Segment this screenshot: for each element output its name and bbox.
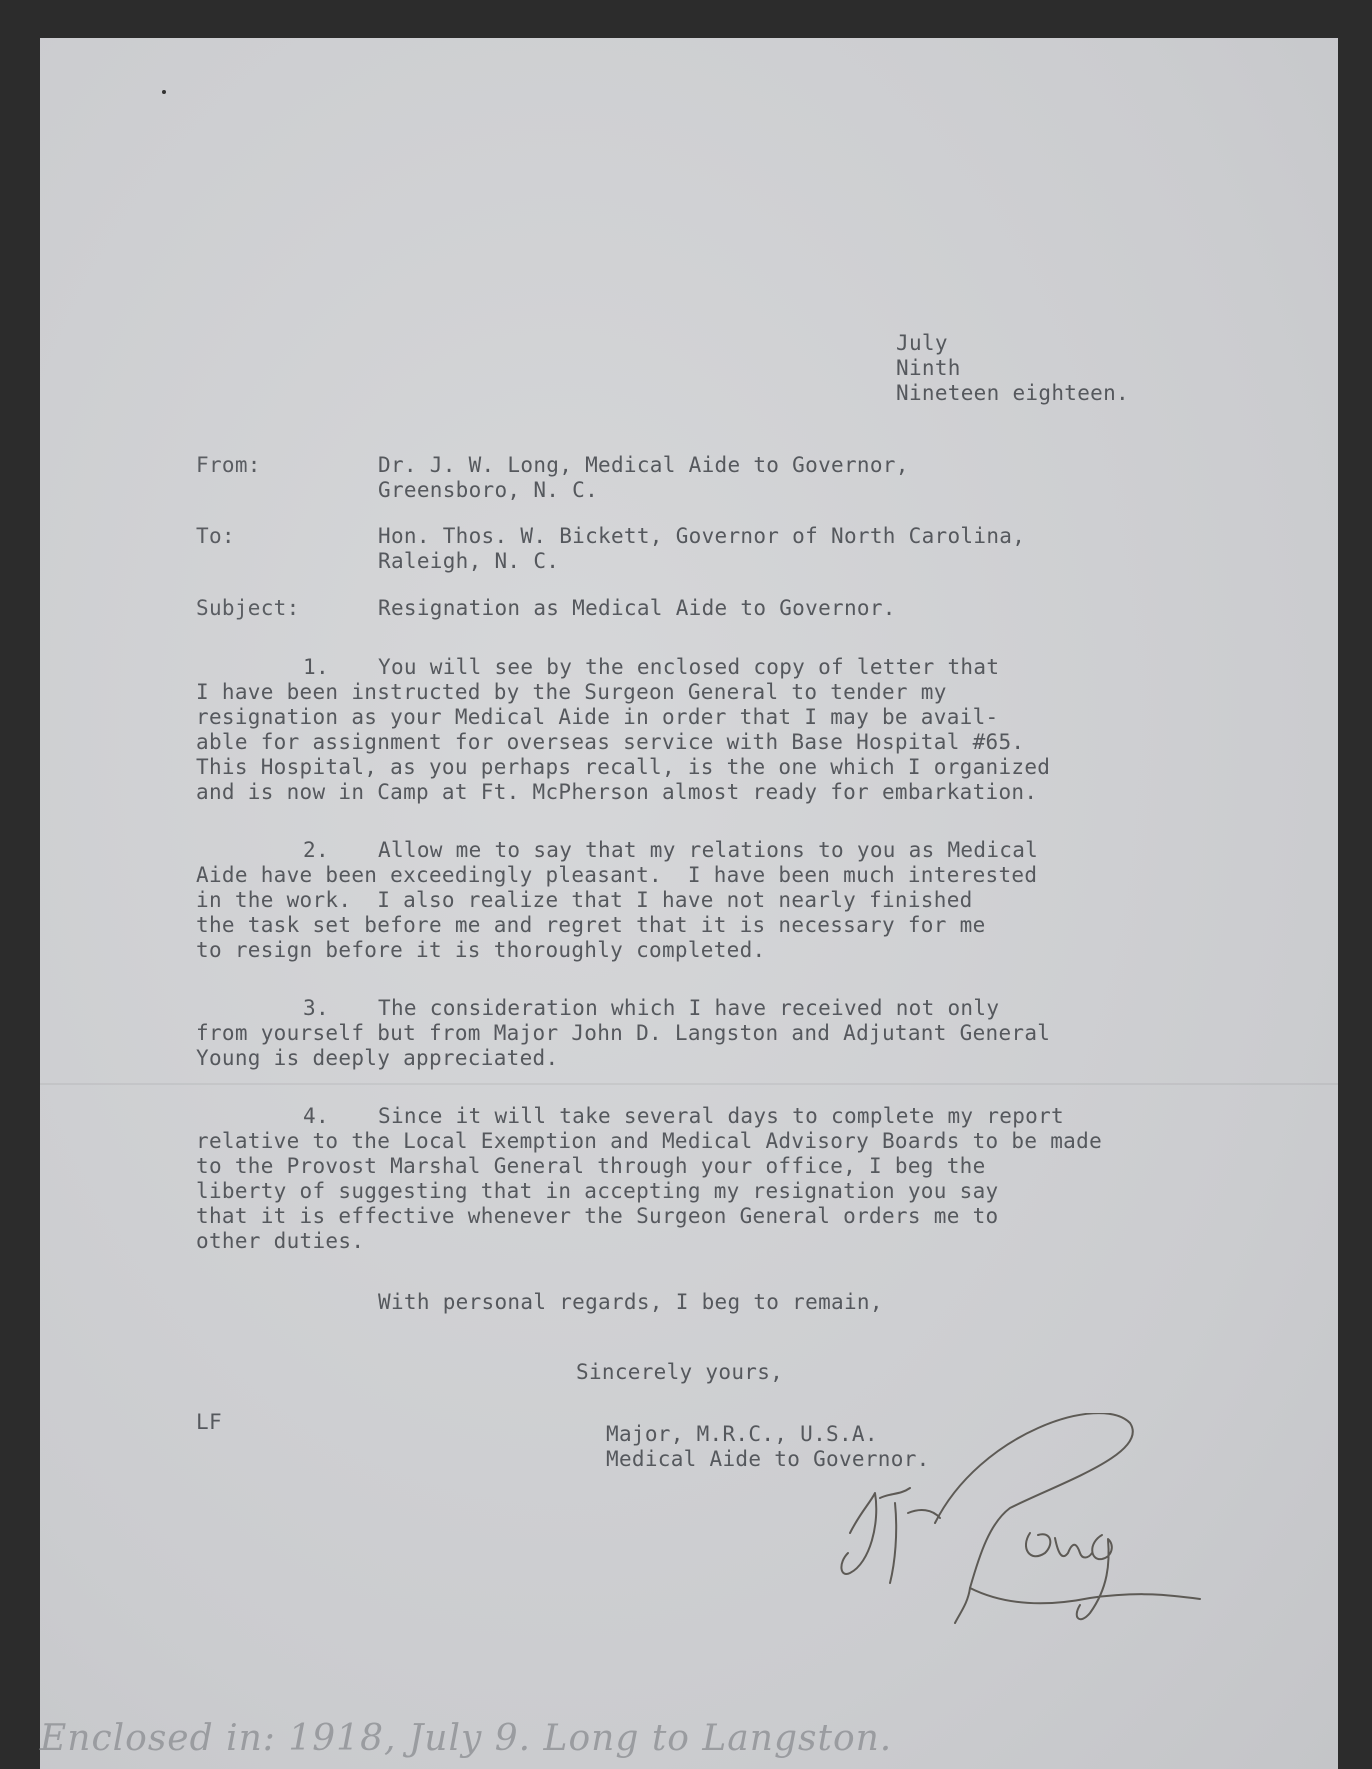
paragraph-1-line: I have been instructed by the Surgeon General to tender my (196, 680, 947, 704)
closing-sincerely: Sincerely yours, (576, 1360, 784, 1384)
paragraph-3-line: The consideration which I have received not only (378, 996, 1000, 1020)
from-label: From: (196, 453, 261, 477)
paragraph-3-line: from yourself but from Major John D. Langston and Adjutant General (196, 1021, 1051, 1045)
from-line-2: Greensboro, N. C. (378, 478, 599, 502)
paragraph-2-line: to resign before it is thoroughly completed. (196, 938, 766, 962)
paragraph-4-number: 4. (303, 1104, 329, 1128)
subject-text: Resignation as Medical Aide to Governor. (378, 596, 896, 620)
paragraph-1-line: You will see by the enclosed copy of letter that (378, 655, 1000, 679)
paragraph-2-line: the task set before me and regret that it is necessary for me (196, 913, 986, 937)
letter-page (40, 38, 1338, 1769)
paragraph-2-line: in the work. I also realize that I have not nearly finished (196, 888, 973, 912)
paragraph-4-line: that it is effective whenever the Surgeon General orders me to (196, 1204, 999, 1228)
typist-initials: LF (196, 1410, 222, 1434)
paragraph-3-number: 3. (303, 996, 329, 1020)
paragraph-4-line: liberty of suggesting that in accepting my resignation you say (196, 1179, 999, 1203)
paragraph-1-line: resignation as your Medical Aide in order that I may be avail- (196, 705, 999, 729)
to-line-2: Raleigh, N. C. (378, 549, 560, 573)
paragraph-3-line: Young is deeply appreciated. (196, 1046, 559, 1070)
handwritten-signature (840, 1413, 1230, 1643)
to-label: To: (196, 524, 235, 548)
date-day: Ninth (896, 356, 961, 380)
to-line-1: Hon. Thos. W. Bickett, Governor of North Carolina, (378, 524, 1026, 548)
signer-title: Medical Aide to Governor. (606, 1447, 930, 1471)
paragraph-1-line: and is now in Camp at Ft. McPherson almost ready for embarkation. (196, 780, 1038, 804)
signer-rank: Major, M.R.C., U.S.A. (606, 1422, 878, 1446)
speck (162, 90, 166, 94)
archival-pencil-note: Enclosed in: 1918, July 9. Long to Langston. (40, 1718, 893, 1759)
closing-regards: With personal regards, I beg to remain, (378, 1290, 883, 1314)
paragraph-2-line: Aide have been exceedingly pleasant. I have been much interested (196, 863, 1038, 887)
from-line-1: Dr. J. W. Long, Medical Aide to Governor, (378, 453, 909, 477)
paragraph-4-line: other duties. (196, 1229, 365, 1253)
fold-line (40, 1083, 1338, 1085)
date-month: July (896, 331, 948, 355)
paragraph-1-line: able for assignment for overseas service with Base Hospital #65. (196, 730, 1025, 754)
date-year: Nineteen eighteen. (896, 381, 1129, 405)
paragraph-2-number: 2. (303, 838, 329, 862)
paragraph-1-number: 1. (303, 655, 329, 679)
paragraph-4-line: Since it will take several days to complete my report (378, 1104, 1064, 1128)
subject-label: Subject: (196, 596, 300, 620)
paragraph-2-line: Allow me to say that my relations to you as Medical (378, 838, 1039, 862)
paragraph-4-line: to the Provost Marshal General through your office, I beg the (196, 1154, 986, 1178)
paragraph-4-line: relative to the Local Exemption and Medical Advisory Boards to be made (196, 1129, 1103, 1153)
paragraph-1-line: This Hospital, as you perhaps recall, is the one which I organized (196, 755, 1051, 779)
